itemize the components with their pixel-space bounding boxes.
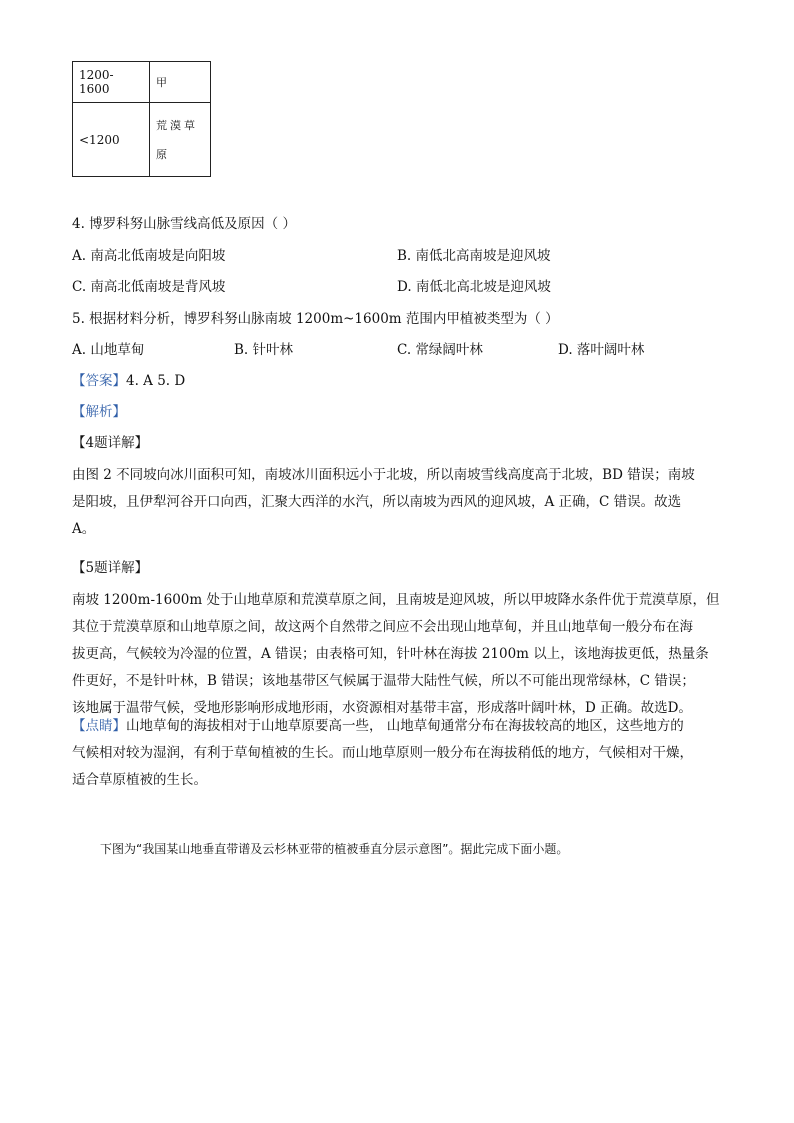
question-5-option-a: A. 山地草甸 bbox=[72, 342, 145, 358]
paragraph-line bbox=[72, 713, 724, 740]
question-5-option-b: B. 针叶林 bbox=[234, 342, 294, 358]
answer-text: 4. A 5. D bbox=[126, 373, 186, 389]
detail-5-heading: 【5题详解】 bbox=[72, 560, 149, 576]
tip-paragraph bbox=[72, 713, 724, 794]
table-cell-altitude: 1200-1600 bbox=[73, 62, 150, 103]
answer-line bbox=[72, 372, 185, 390]
question-4-option-c: C. 南高北低南坡是背风坡 bbox=[72, 279, 226, 295]
table-cell-altitude: <1200 bbox=[73, 103, 150, 177]
question-5-option-d: D. 落叶阔叶林 bbox=[558, 342, 645, 358]
question-4-option-d: D. 南低北高北坡是迎风坡 bbox=[397, 279, 551, 295]
paragraph-line: 拔更高，气候较为冷湿的位置，A 错误；由表格可知，针叶林在海拔 2100m 以上，该地海拔更低，热量条 bbox=[72, 646, 709, 662]
table-cell-text: 荒漠草 bbox=[156, 118, 198, 132]
paragraph-line: 是阳坡，且伊犁河谷开口向西，汇聚大西洋的水汽，所以南坡为西风的迎风坡，A 正确，C 错误。故选 bbox=[72, 494, 682, 510]
table-row bbox=[73, 62, 211, 103]
detail-4-paragraph bbox=[72, 462, 724, 543]
question-5-option-c: C. 常绿阔叶林 bbox=[397, 342, 483, 358]
tip-label: 【点睛】 bbox=[72, 718, 126, 734]
table-cell-text: 原 bbox=[156, 147, 170, 161]
tip-text: 山地草甸的海拔相对于山地草原要高一些， 山地草甸通常分布在海拔较高的地区，这些地方的 bbox=[126, 718, 684, 734]
paragraph-line: 其位于荒漠草原和山地草原之间，故这两个自然带之间应不会出现山地草甸，并且山地草甸一般分布在海 bbox=[72, 619, 693, 635]
answer-label: 【答案】 bbox=[72, 373, 126, 389]
figure-intro: 下图为“我国某山地垂直带谱及云杉林亚带的植被垂直分层示意图”。据此完成下面小题。 bbox=[100, 842, 569, 856]
question-4-option-a: A. 南高北低南坡是向阳坡 bbox=[72, 248, 226, 264]
altitude-vegetation-table bbox=[72, 61, 211, 177]
question-4-option-b: B. 南低北高南坡是迎风坡 bbox=[397, 248, 551, 264]
table-cell-vegetation: 甲 bbox=[150, 62, 211, 103]
paragraph-line: 适合草原植被的生长。 bbox=[72, 772, 207, 788]
paragraph-line: 气候相对较为湿润，有利于草甸植被的生长。而山地草原则一般分布在海拔稍低的地方，气候相对干燥， bbox=[72, 745, 693, 761]
table-cell-vegetation bbox=[150, 103, 211, 177]
paragraph-line: 件更好，不是针叶林，B 错误；该地基带区气候属于温带大陆性气候，所以不可能出现常绿林，C 错误； bbox=[72, 673, 695, 689]
detail-5-paragraph bbox=[72, 587, 724, 722]
paragraph-line: A。 bbox=[72, 521, 96, 537]
analysis-label: 【解析】 bbox=[72, 404, 126, 420]
table-row bbox=[73, 103, 211, 177]
paragraph-line: 该地属于温带气候，受地形影响形成地形雨，水资源相对基带丰富，形成落叶阔叶林，D 正确。故选D。 bbox=[72, 700, 692, 716]
detail-4-heading: 【4题详解】 bbox=[72, 435, 149, 451]
paragraph-line: 南坡 1200m-1600m 处于山地草原和荒漠草原之间，且南坡是迎风坡，所以甲坡降水条件优于荒漠草原，但 bbox=[72, 592, 720, 608]
question-4-stem: 4. 博罗科努山脉雪线高低及原因（ ） bbox=[72, 216, 296, 232]
paragraph-line: 由图 2 不同坡向冰川面积可知，南坡冰川面积远小于北坡，所以南坡雪线高度高于北坡，BD 错误；南坡 bbox=[72, 467, 695, 483]
question-5-stem: 5. 根据材料分析，博罗科努山脉南坡 1200m~1600m 范围内甲植被类型为（ ） bbox=[72, 311, 559, 327]
